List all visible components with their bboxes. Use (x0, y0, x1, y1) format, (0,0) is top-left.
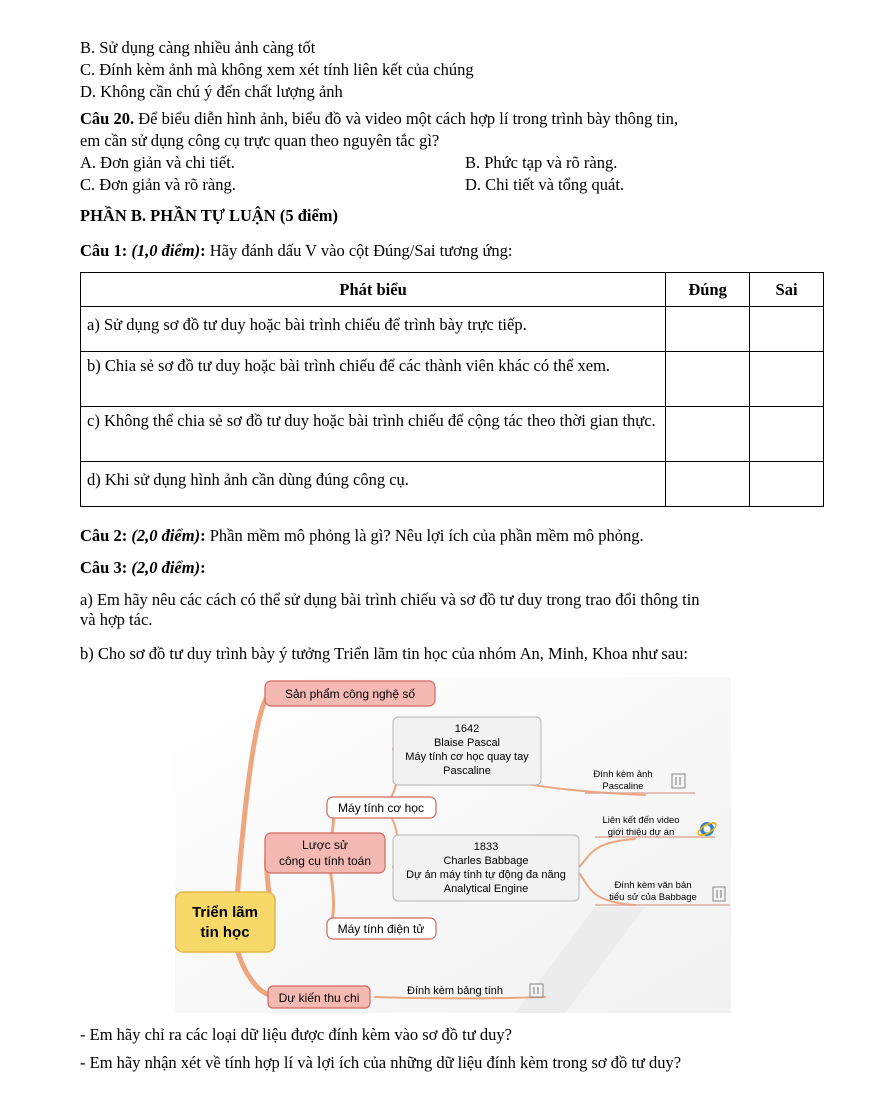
q20-option-b: B. Phức tạp và rõ ràng. (465, 153, 618, 172)
c3-line (80, 558, 206, 578)
attach-doc-label-1: Đính kèm văn bản (614, 880, 692, 891)
c1-colon: : (200, 241, 206, 260)
attach-doc-label-2: tiểu sử của Babbage (609, 892, 697, 903)
q20-text1: Để biểu diễn hình ảnh, biểu đồ và video một cách hợp lí trong trình bày thông tin, (134, 109, 679, 128)
c2-line (80, 526, 644, 546)
pascal-year: 1642 (454, 723, 480, 735)
node-maytinhdientu-label: Máy tính điện tử (337, 922, 425, 936)
statement-b: b) Chia sẻ sơ đồ tư duy hoặc bài trình chiếu để các thành viên khác có thể xem. (81, 352, 666, 407)
true-cell-a[interactable] (666, 307, 750, 352)
pascal-name: Blaise Pascal (433, 737, 501, 749)
true-false-table (80, 272, 824, 507)
bottom-question-2: - Em hãy nhận xét về tính hợp lí và lợi ích của những dữ liệu đính kèm trong sơ đồ tư duy? (80, 1053, 682, 1072)
table-row (81, 462, 824, 507)
option-d-prev: D. Không cần chú ý đến chất lượng ảnh (80, 82, 343, 101)
true-cell-b[interactable] (666, 352, 750, 407)
c2-points: (2,0 điểm) (131, 526, 201, 545)
attach-img-label-2: Pascaline (602, 781, 644, 792)
part-b-heading: PHẦN B. PHẦN TỰ LUẬN (5 điểm) (80, 206, 339, 225)
node-sanpham-label: Sản phẩm công nghệ số (284, 687, 416, 701)
babbage-year: 1833 (473, 841, 499, 853)
attachment-icon (530, 984, 543, 997)
babbage-desc: Dự án máy tính tự động đa năng (406, 869, 566, 881)
node-luocsu-label-1: Lược sử (302, 838, 348, 852)
node-luocsu-label-2: công cụ tính toán (278, 854, 372, 868)
table-row (81, 352, 824, 407)
attach-sheet-label: Đính kèm bảng tính (407, 985, 504, 997)
q20-label: Câu 20. (80, 109, 135, 128)
c1-label: Câu 1: (80, 241, 128, 260)
c3-label: Câu 3: (80, 558, 128, 577)
table-row (81, 407, 824, 462)
mind-map-diagram (175, 677, 731, 1013)
c1-points: (1,0 điểm) (131, 241, 201, 260)
babbage-name: Charles Babbage (443, 855, 529, 867)
c3-a-line1: a) Em hãy nêu các cách có thể sử dụng bài trình chiếu và sơ đồ tư duy trong trao đổi thông tin (80, 590, 700, 609)
table-header-row (81, 273, 824, 307)
q20-line2: em cần sử dụng công cụ trực quan theo nguyên tắc gì? (80, 131, 440, 150)
link-video-label-2: giới thiệu dự án (607, 827, 675, 838)
bottom-question-1: - Em hãy chỉ ra các loại dữ liệu được đính kèm vào sơ đồ tư duy? (80, 1025, 512, 1044)
node-dukien-label: Dự kiến thu chi (278, 991, 360, 1005)
true-cell-d[interactable] (666, 462, 750, 507)
c2-text: Phần mềm mô phỏng là gì? Nêu lợi ích của phần mềm mô phỏng. (205, 526, 644, 545)
false-cell-d[interactable] (750, 462, 824, 507)
false-cell-a[interactable] (750, 307, 824, 352)
c2-colon: : (200, 526, 206, 545)
header-false: Sai (750, 273, 824, 307)
pascal-machine: Pascaline (443, 765, 491, 777)
c3-a-line2: và hợp tác. (80, 610, 153, 629)
header-true: Đúng (666, 273, 750, 307)
option-c-prev: C. Đính kèm ảnh mà không xem xét tính liên kết của chúng (80, 60, 474, 79)
pascal-desc: Máy tính cơ học quay tay (405, 751, 529, 763)
attachment-icon (672, 774, 685, 788)
babbage-machine: Analytical Engine (443, 883, 529, 895)
q20-option-c: C. Đơn giản và rõ ràng. (80, 175, 236, 194)
statement-c: c) Không thể chia sẻ sơ đồ tư duy hoặc bài trình chiếu để cộng tác theo thời gian thực. (81, 407, 666, 462)
table-row (81, 307, 824, 352)
false-cell-b[interactable] (750, 352, 824, 407)
center-node (175, 892, 275, 952)
c3-colon: : (200, 558, 206, 577)
q20-option-a: A. Đơn giản và chi tiết. (80, 153, 235, 172)
c1-text: Hãy đánh dấu V vào cột Đúng/Sai tương ứng: (205, 241, 513, 260)
header-statement: Phát biểu (81, 273, 666, 307)
statement-a: a) Sử dụng sơ đồ tư duy hoặc bài trình chiếu để trình bày trực tiếp. (81, 307, 666, 352)
q20-line1 (80, 109, 678, 129)
c1-line (80, 241, 513, 261)
q20-option-d: D. Chi tiết và tổng quát. (465, 175, 625, 194)
c3-points: (2,0 điểm) (131, 558, 201, 577)
c2-label: Câu 2: (80, 526, 128, 545)
option-b-prev: B. Sử dụng càng nhiều ảnh càng tốt (80, 38, 316, 57)
attach-img-label-1: Đính kèm ảnh (593, 769, 653, 780)
c3-b-line: b) Cho sơ đồ tư duy trình bày ý tưởng Triển lãm tin học của nhóm An, Minh, Khoa như sau: (80, 644, 689, 663)
attachment-icon (713, 887, 725, 901)
true-cell-c[interactable] (666, 407, 750, 462)
link-video-label-1: Liên kết đến video (602, 815, 680, 826)
node-maytinhcohoc-label: Máy tính cơ học (338, 801, 424, 815)
center-label-1: Triển lãm (192, 904, 258, 921)
false-cell-c[interactable] (750, 407, 824, 462)
statement-d: d) Khi sử dụng hình ảnh cần dùng đúng công cụ. (81, 462, 666, 507)
center-label-2: tin học (200, 924, 250, 941)
